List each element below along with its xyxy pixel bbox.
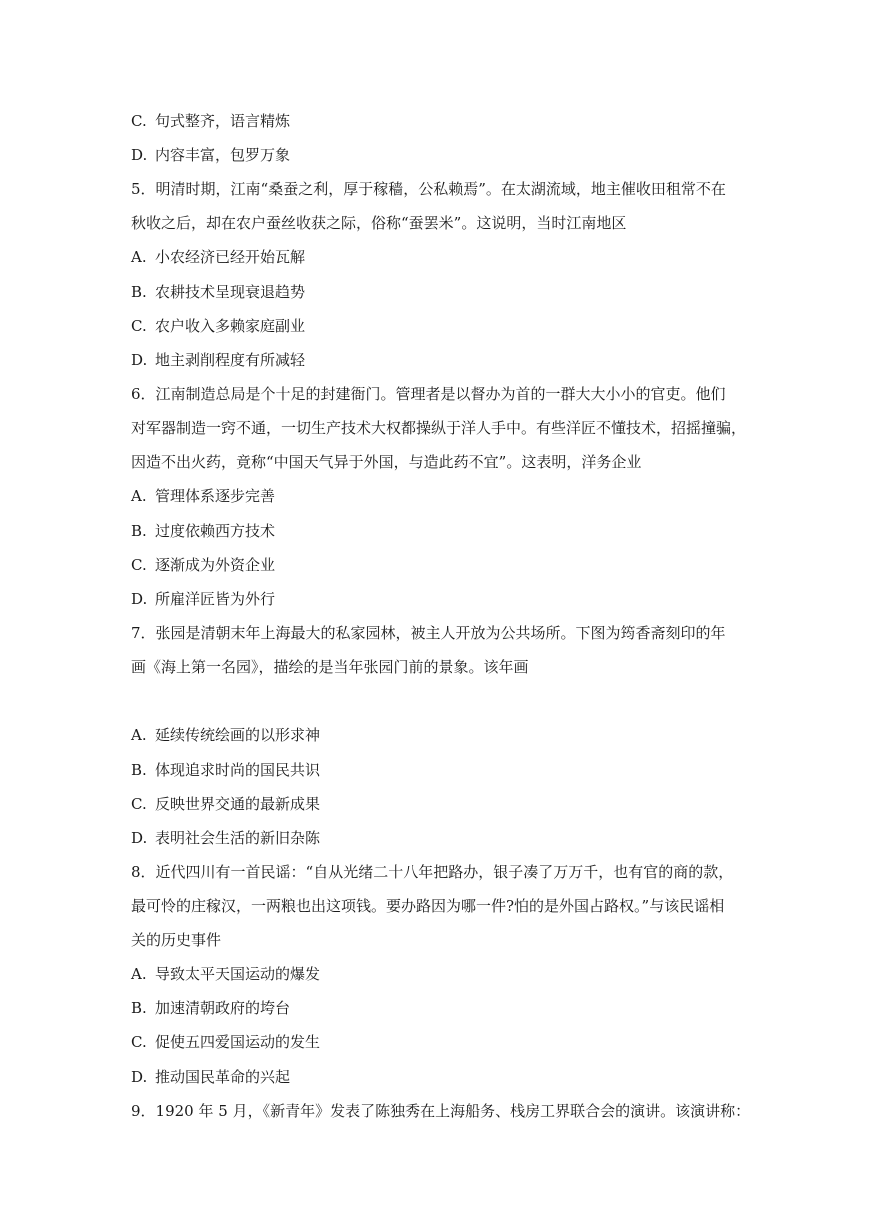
q6-stem-line-2: 对军器制造一窍不通，一切生产技术大权都操纵于洋人手中。有些洋匠不懂技术，招摇撞骗， [131, 419, 747, 437]
option-label: A. [131, 726, 147, 744]
option-text: 过度依赖西方技术 [155, 522, 276, 540]
option-label: A. [131, 487, 147, 505]
q5-stem-line-1: 5．明清时期，江南“桑蚕之利，厚于稼穑，公私赖焉”。在太湖流域，地主催收田租常不在 [131, 180, 726, 198]
q8-option-a [131, 964, 320, 984]
q8-option-c [131, 1032, 320, 1052]
option-label: D. [131, 829, 148, 847]
option-label: D. [131, 1068, 148, 1086]
option-label: C. [131, 1033, 147, 1051]
q5-option-d [131, 350, 305, 370]
option-label: C. [131, 556, 147, 574]
option-label: C. [131, 112, 147, 130]
q4-option-d [131, 145, 290, 165]
option-text: 管理体系逐步完善 [155, 487, 276, 505]
option-text: 表明社会生活的新旧杂陈 [155, 829, 321, 847]
option-text: 导致太平天国运动的爆发 [155, 965, 321, 983]
q8-stem-line-1: 8．近代四川有一首民谣：“自从光绪二十八年把路办，银子凑了万万千，也有官的商的款， [131, 863, 734, 881]
q7-option-d [131, 828, 320, 848]
q5-option-b [131, 282, 305, 302]
option-text: 促使五四爱国运动的发生 [155, 1033, 321, 1051]
option-text: 体现追求时尚的国民共识 [155, 761, 321, 779]
option-label: B. [131, 761, 147, 779]
option-text: 延续传统绘画的以形求神 [155, 726, 321, 744]
option-label: D. [131, 146, 148, 164]
option-label: C. [131, 795, 147, 813]
q7-option-b [131, 760, 320, 780]
q9-stem-line-1: 9．1920 年 5 月，《新青年》发表了陈独秀在上海船务、栈房工界联合会的演讲。该演讲称： [131, 1102, 751, 1120]
option-label: B. [131, 522, 147, 540]
option-text: 农户收入多赖家庭副业 [155, 317, 306, 335]
option-text: 句式整齐，语言精炼 [155, 112, 291, 130]
q5-option-c [131, 316, 305, 336]
option-text: 内容丰富，包罗万象 [155, 146, 291, 164]
q6-option-b [131, 521, 275, 541]
q6-stem-line-1: 6．江南制造总局是个十足的封建衙门。管理者是以督办为首的一群大大小小的官吏。他们 [131, 385, 726, 403]
option-text: 推动国民革命的兴起 [155, 1068, 291, 1086]
q6-stem-line-3: 因造不出火药，竟称“中国天气异于外国，与造此药不宜”。这表明，洋务企业 [131, 453, 642, 471]
q8-option-b [131, 998, 290, 1018]
option-text: 加速清朝政府的垮台 [155, 999, 291, 1017]
option-text: 反映世界交通的最新成果 [155, 795, 321, 813]
option-label: B. [131, 999, 147, 1017]
option-label: D. [131, 351, 148, 369]
q5-option-a [131, 247, 305, 267]
q6-option-a [131, 486, 275, 506]
q7-stem-line-2: 画《海上第一名园》，描绘的是当年张园门前的景象。该年画 [131, 658, 529, 676]
q4-option-c [131, 111, 290, 131]
q6-option-d [131, 589, 275, 609]
q5-stem-line-2: 秋收之后，却在农户蚕丝收获之际，俗称“蚕罢米”。这说明，当时江南地区 [131, 214, 627, 232]
option-label: A. [131, 965, 147, 983]
option-label: D. [131, 590, 148, 608]
option-text: 小农经济已经开始瓦解 [155, 248, 306, 266]
option-text: 逐渐成为外资企业 [155, 556, 276, 574]
q6-option-c [131, 555, 275, 575]
q7-option-a [131, 725, 320, 745]
q7-option-c [131, 794, 320, 814]
option-text: 所雇洋匠皆为外行 [155, 590, 276, 608]
q8-option-d [131, 1067, 290, 1087]
option-label: C. [131, 317, 147, 335]
q8-stem-line-2: 最可怜的庄稼汉，一两粮也出这项钱。要办路因为哪一件?怕的是外国占路权。”与该民谣相 [131, 897, 725, 915]
option-text: 农耕技术呈现衰退趋势 [155, 283, 306, 301]
q7-stem-line-1: 7．张园是清朝末年上海最大的私家园林，被主人开放为公共场所。下图为筠香斋刻印的年 [131, 624, 726, 642]
option-label: A. [131, 248, 147, 266]
q8-stem-line-3: 关的历史事件 [131, 931, 222, 949]
option-text: 地主剥削程度有所减轻 [155, 351, 306, 369]
option-label: B. [131, 283, 147, 301]
